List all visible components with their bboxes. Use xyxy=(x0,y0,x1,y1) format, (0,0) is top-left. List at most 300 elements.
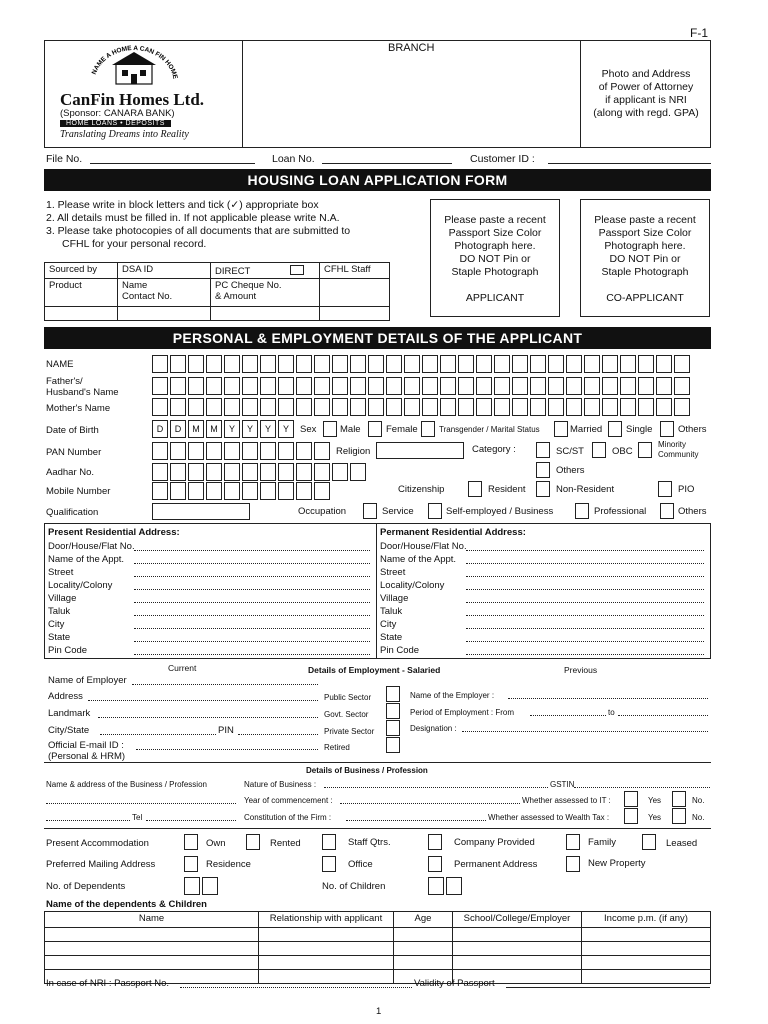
tagline-box: HOME LOANS • DEPOSITS xyxy=(60,120,171,127)
address-field-label: Name of the Appt. xyxy=(380,554,457,565)
char-cell[interactable] xyxy=(296,463,312,481)
char-cell[interactable] xyxy=(422,355,438,373)
char-cell[interactable] xyxy=(458,377,474,395)
mother-name-cells[interactable] xyxy=(152,398,690,416)
present-address-title: Present Residential Address: xyxy=(48,527,180,538)
residence-label: Residence xyxy=(206,859,251,870)
category-label: Category : xyxy=(472,444,516,455)
obc-label: OBC xyxy=(612,446,633,457)
char-cell[interactable] xyxy=(584,377,600,395)
char-cell[interactable] xyxy=(206,442,222,460)
official-email-field[interactable] xyxy=(136,749,318,750)
col-relationship: Relationship with applicant xyxy=(259,912,394,928)
char-cell[interactable] xyxy=(278,355,294,373)
address-field-input[interactable] xyxy=(134,550,370,551)
address-field-label: Street xyxy=(380,567,406,578)
char-cell[interactable] xyxy=(184,877,200,895)
employer-name-field[interactable] xyxy=(132,684,318,685)
female-checkbox[interactable] xyxy=(368,421,382,437)
char-cell[interactable] xyxy=(368,398,384,416)
char-cell[interactable] xyxy=(332,398,348,416)
validity-field[interactable] xyxy=(506,987,710,988)
char-cell[interactable] xyxy=(224,442,240,460)
char-cell[interactable] xyxy=(296,377,312,395)
char-cell[interactable] xyxy=(566,398,582,416)
slogan: Translating Dreams into Reality xyxy=(60,129,189,140)
constitution-label: Constitution of the Firm : xyxy=(244,813,332,822)
char-cell[interactable] xyxy=(314,398,330,416)
public-sector-checkbox[interactable] xyxy=(386,686,400,702)
char-cell[interactable] xyxy=(368,355,384,373)
address-field-label: Village xyxy=(48,593,77,604)
col-income: Income p.m. (if any) xyxy=(582,912,711,928)
char-cell[interactable] xyxy=(242,398,258,416)
char-cell[interactable] xyxy=(584,398,600,416)
retired-label: Retired xyxy=(324,743,350,752)
char-cell[interactable] xyxy=(242,482,258,500)
business-name-field-1[interactable] xyxy=(46,803,236,804)
char-cell[interactable] xyxy=(386,377,402,395)
char-cell[interactable] xyxy=(548,377,564,395)
city-state-field[interactable] xyxy=(100,734,216,735)
permanent-address-checkbox[interactable] xyxy=(428,856,442,872)
qualification-label: Qualification xyxy=(46,507,99,518)
file-no-field[interactable] xyxy=(90,163,255,164)
pan-cells[interactable] xyxy=(152,442,330,460)
children-cells[interactable] xyxy=(428,877,462,895)
char-cell[interactable] xyxy=(602,377,618,395)
aadhar-label: Aadhar No. xyxy=(46,467,95,478)
prev-employer-field[interactable] xyxy=(508,698,708,699)
married-checkbox[interactable] xyxy=(554,421,568,437)
char-cell[interactable] xyxy=(170,442,186,460)
male-label: Male xyxy=(340,424,361,435)
char-cell[interactable] xyxy=(152,463,168,481)
scst-label: SC/ST xyxy=(556,446,584,457)
file-no-label: File No. xyxy=(46,153,83,165)
char-cell[interactable] xyxy=(494,355,510,373)
resident-checkbox[interactable] xyxy=(468,481,482,497)
char-cell[interactable] xyxy=(242,463,258,481)
char-cell[interactable] xyxy=(278,442,294,460)
char-cell[interactable] xyxy=(422,377,438,395)
address-field-label: Village xyxy=(380,593,409,604)
father-label: Father's/ Husband's Name xyxy=(46,376,119,398)
others-marital-checkbox[interactable] xyxy=(660,421,674,437)
char-cell[interactable] xyxy=(224,398,240,416)
char-cell[interactable] xyxy=(530,377,546,395)
char-cell[interactable] xyxy=(242,355,258,373)
char-cell[interactable] xyxy=(188,442,204,460)
char-cell[interactable] xyxy=(620,355,636,373)
religion-field[interactable] xyxy=(376,442,464,459)
char-cell[interactable] xyxy=(476,398,492,416)
char-cell[interactable] xyxy=(440,377,456,395)
char-cell[interactable] xyxy=(206,482,222,500)
form-title: HOUSING LOAN APPLICATION FORM xyxy=(44,169,711,191)
char-cell[interactable] xyxy=(188,355,204,373)
char-cell[interactable] xyxy=(188,398,204,416)
professional-label: Professional xyxy=(594,506,647,517)
address-field-label: Taluk xyxy=(48,606,71,617)
office-checkbox[interactable] xyxy=(322,856,336,872)
char-cell[interactable] xyxy=(314,377,330,395)
char-cell[interactable] xyxy=(638,355,654,373)
staff-qtrs-checkbox[interactable] xyxy=(322,834,336,850)
sex-label: Sex xyxy=(300,424,317,435)
business-name-label: Name & address of the Business / Profession xyxy=(46,780,207,789)
private-sector-label: Private Sector xyxy=(324,727,375,736)
service-checkbox[interactable] xyxy=(363,503,377,519)
loan-no-field[interactable] xyxy=(322,163,452,164)
char-cell[interactable] xyxy=(206,463,222,481)
pin-field[interactable] xyxy=(238,734,318,735)
residence-checkbox[interactable] xyxy=(184,856,198,872)
dsa-id-label: DSA ID xyxy=(118,263,211,279)
single-checkbox[interactable] xyxy=(608,421,622,437)
char-cell[interactable] xyxy=(512,398,528,416)
scst-checkbox[interactable] xyxy=(536,442,550,458)
char-cell[interactable] xyxy=(494,398,510,416)
instructions: 1. Please write in block letters and tick (✓) appropriate box 2. All details must be filled in. If not applicable please write N.A. 3. Please take photocopies of all documents that are submitted to CFHL for your personal record. xyxy=(46,199,351,250)
name-cells[interactable] xyxy=(152,355,690,373)
char-cell[interactable] xyxy=(314,355,330,373)
char-cell[interactable] xyxy=(422,398,438,416)
retired-checkbox[interactable] xyxy=(386,737,400,753)
char-cell[interactable] xyxy=(224,482,240,500)
char-cell[interactable] xyxy=(332,463,348,481)
char-cell[interactable] xyxy=(476,355,492,373)
char-cell[interactable] xyxy=(314,463,330,481)
co-applicant-photo-box[interactable]: Please paste a recent Passport Size Color Photograph here. DO NOT Pin or Staple Photograph CO-APPLICANT xyxy=(580,199,710,317)
address-field-input[interactable] xyxy=(466,641,704,642)
char-cell[interactable] xyxy=(206,355,222,373)
char-cell[interactable] xyxy=(260,463,276,481)
employer-address-field[interactable] xyxy=(88,700,318,701)
wt-yes-label: Yes xyxy=(648,813,662,822)
char-cell[interactable] xyxy=(170,398,186,416)
char-cell[interactable] xyxy=(386,398,402,416)
char-cell[interactable] xyxy=(170,463,186,481)
male-checkbox[interactable] xyxy=(323,421,337,437)
assessed-it-label: Whether assessed to IT : xyxy=(522,796,611,805)
others-category-checkbox[interactable] xyxy=(536,462,550,478)
wt-no-checkbox[interactable] xyxy=(672,808,686,824)
char-cell[interactable] xyxy=(530,355,546,373)
address-field-input[interactable] xyxy=(134,602,370,603)
col-name: Name xyxy=(45,912,259,928)
it-yes-checkbox[interactable] xyxy=(624,791,638,807)
female-label: Female xyxy=(386,424,418,435)
char-cell[interactable] xyxy=(620,377,636,395)
customer-id-label: Customer ID : xyxy=(470,153,535,165)
address-field-input[interactable] xyxy=(466,589,704,590)
permanent-address-label: Permanent Address xyxy=(454,859,538,870)
present-accommodation-label: Present Accommodation xyxy=(46,838,149,849)
family-checkbox[interactable] xyxy=(566,834,580,850)
char-cell[interactable] xyxy=(202,877,218,895)
address-field-input[interactable] xyxy=(134,615,370,616)
transgender-checkbox[interactable] xyxy=(421,421,435,437)
char-cell[interactable] xyxy=(674,398,690,416)
pan-label: PAN Number xyxy=(46,447,102,458)
others-category-label: Others xyxy=(556,465,585,476)
year-field[interactable] xyxy=(340,803,520,804)
cfhl-staff-label: CFHL Staff xyxy=(320,263,390,279)
address-field-label: Street xyxy=(48,567,74,578)
rented-label: Rented xyxy=(270,838,301,849)
char-cell[interactable] xyxy=(296,442,312,460)
self-employed-label: Self-employed / Business xyxy=(446,506,554,517)
char-cell[interactable] xyxy=(404,355,420,373)
address-field-input[interactable] xyxy=(134,576,370,577)
char-cell[interactable] xyxy=(242,377,258,395)
govt-sector-checkbox[interactable] xyxy=(386,703,400,719)
married-label: Married xyxy=(570,424,603,435)
char-cell[interactable] xyxy=(404,398,420,416)
business-tel-field-b[interactable] xyxy=(146,820,236,821)
char-cell[interactable] xyxy=(332,355,348,373)
address-field-input[interactable] xyxy=(134,589,370,590)
char-cell[interactable] xyxy=(170,355,186,373)
others-occupation-checkbox[interactable] xyxy=(660,503,674,519)
mother-label: Mother's Name xyxy=(46,403,111,414)
char-cell[interactable] xyxy=(296,355,312,373)
char-cell[interactable] xyxy=(458,398,474,416)
leased-label: Leased xyxy=(666,838,698,849)
private-sector-checkbox[interactable] xyxy=(386,720,400,736)
char-cell[interactable] xyxy=(314,482,330,500)
period-from-field[interactable] xyxy=(530,715,606,716)
leased-checkbox[interactable] xyxy=(642,834,656,850)
char-cell[interactable] xyxy=(548,355,564,373)
landmark-field[interactable] xyxy=(98,717,318,718)
char-cell[interactable] xyxy=(350,463,366,481)
table-row[interactable] xyxy=(45,956,711,970)
char-cell[interactable] xyxy=(224,355,240,373)
it-no-checkbox[interactable] xyxy=(672,791,686,807)
nature-label: Nature of Business : xyxy=(244,780,317,789)
minority-checkbox[interactable] xyxy=(638,442,652,458)
char-cell[interactable] xyxy=(404,377,420,395)
pin-label: PIN xyxy=(218,725,234,736)
self-employed-checkbox[interactable] xyxy=(428,503,442,519)
char-cell[interactable] xyxy=(260,377,276,395)
char-cell[interactable] xyxy=(260,355,276,373)
svg-text:NAME A HOME A CAN FIN HOME: NAME A HOME A CAN FIN HOME xyxy=(90,44,179,80)
employer-name-label: Name of Employer xyxy=(48,675,127,686)
constitution-field[interactable] xyxy=(346,820,486,821)
product-label: Product xyxy=(45,279,118,307)
char-cell[interactable] xyxy=(170,482,186,500)
char-cell[interactable] xyxy=(188,463,204,481)
branch-label: BRANCH xyxy=(388,42,435,54)
designation-field[interactable] xyxy=(462,731,708,732)
char-cell[interactable] xyxy=(656,355,672,373)
period-to-field[interactable] xyxy=(618,715,708,716)
previous-label: Previous xyxy=(564,665,598,675)
business-tel-field-a[interactable] xyxy=(46,820,130,821)
table-row[interactable] xyxy=(45,942,711,956)
char-cell[interactable] xyxy=(260,398,276,416)
char-cell[interactable] xyxy=(512,377,528,395)
char-cell[interactable] xyxy=(170,377,186,395)
children-label: No. of Children xyxy=(322,881,386,892)
char-cell[interactable] xyxy=(638,398,654,416)
address-field-input[interactable] xyxy=(466,563,704,564)
rented-checkbox[interactable] xyxy=(246,834,260,850)
mobile-cells[interactable] xyxy=(152,482,330,500)
direct-checkbox[interactable] xyxy=(290,265,304,275)
customer-id-field[interactable] xyxy=(548,163,711,164)
address-field-input[interactable] xyxy=(134,654,370,655)
wt-yes-checkbox[interactable] xyxy=(624,808,638,824)
address-field-input[interactable] xyxy=(466,628,704,629)
tel-label: Tel xyxy=(132,813,143,822)
source-table xyxy=(44,262,390,321)
address-field-label: Name of the Appt. xyxy=(48,554,125,565)
address-field-input[interactable] xyxy=(466,654,704,655)
char-cell[interactable] xyxy=(188,377,204,395)
char-cell[interactable] xyxy=(440,398,456,416)
address-field-input[interactable] xyxy=(134,563,370,564)
poa-text: Photo and Address of Power of Attorney if applicant is NRI (along with regd. GPA) xyxy=(593,68,699,119)
char-cell[interactable] xyxy=(152,442,168,460)
char-cell[interactable] xyxy=(512,355,528,373)
others-marital-label: Others xyxy=(678,424,707,435)
address-field-input[interactable] xyxy=(466,550,704,551)
it-yes-label: Yes xyxy=(648,796,662,805)
char-cell[interactable] xyxy=(440,355,456,373)
char-cell[interactable] xyxy=(152,398,168,416)
page-number: 1 xyxy=(376,1006,382,1017)
char-cell[interactable] xyxy=(350,377,366,395)
char-cell[interactable] xyxy=(566,377,582,395)
char-cell[interactable] xyxy=(674,377,690,395)
company-logo xyxy=(86,44,182,88)
loan-no-label: Loan No. xyxy=(272,153,315,165)
non-resident-checkbox[interactable] xyxy=(536,481,550,497)
address-field-input[interactable] xyxy=(134,641,370,642)
char-cell[interactable] xyxy=(530,398,546,416)
char-cell[interactable] xyxy=(152,377,168,395)
char-cell[interactable] xyxy=(446,877,462,895)
char-cell[interactable] xyxy=(350,398,366,416)
char-cell[interactable] xyxy=(224,463,240,481)
gstin-field[interactable] xyxy=(574,787,710,788)
char-cell[interactable] xyxy=(296,398,312,416)
nri-passport-field[interactable] xyxy=(180,987,412,988)
city-state-label: City/State xyxy=(48,725,90,736)
cfhl-staff-field[interactable] xyxy=(320,279,390,307)
char-cell[interactable] xyxy=(152,355,168,373)
char-cell[interactable] xyxy=(602,398,618,416)
address-field-label: State xyxy=(48,632,71,643)
pio-checkbox[interactable] xyxy=(658,481,672,497)
professional-checkbox[interactable] xyxy=(575,503,589,519)
employer-address-label: Address xyxy=(48,691,83,702)
nature-field[interactable] xyxy=(324,787,548,788)
father-name-cells[interactable] xyxy=(152,377,690,395)
char-cell[interactable] xyxy=(224,377,240,395)
transgender-label: Transgender / Marital Status xyxy=(439,425,540,434)
qualification-field[interactable] xyxy=(152,503,250,520)
char-cell[interactable] xyxy=(368,377,384,395)
char-cell[interactable] xyxy=(428,877,444,895)
dob-cells[interactable]: D D M M Y Y Y Y xyxy=(152,420,294,438)
char-cell[interactable] xyxy=(296,482,312,500)
char-cell[interactable] xyxy=(314,442,330,460)
char-cell[interactable] xyxy=(188,482,204,500)
char-cell[interactable] xyxy=(206,377,222,395)
occupation-label: Occupation xyxy=(298,506,347,517)
new-property-checkbox[interactable] xyxy=(566,856,580,872)
own-checkbox[interactable] xyxy=(184,834,198,850)
citizenship-label: Citizenship xyxy=(398,484,445,495)
aadhar-cells[interactable] xyxy=(152,463,366,481)
char-cell[interactable] xyxy=(584,355,600,373)
service-label: Service xyxy=(382,506,414,517)
char-cell[interactable] xyxy=(566,355,582,373)
char-cell[interactable] xyxy=(260,442,276,460)
char-cell[interactable] xyxy=(656,398,672,416)
address-field-label: State xyxy=(380,632,403,643)
applicant-photo-box[interactable]: Please paste a recent Passport Size Color Photograph here. DO NOT Pin or Staple Photograph APPLICANT xyxy=(430,199,560,317)
single-label: Single xyxy=(626,424,653,435)
address-field-input[interactable] xyxy=(466,576,704,577)
address-field-label: Door/House/Flat No. xyxy=(48,541,135,552)
char-cell[interactable] xyxy=(350,355,366,373)
table-row[interactable] xyxy=(45,928,711,942)
obc-checkbox[interactable] xyxy=(592,442,606,458)
dependents-cells[interactable] xyxy=(184,877,218,895)
minority-label: Minority Community xyxy=(658,440,699,459)
non-resident-label: Non-Resident xyxy=(556,484,615,495)
char-cell[interactable] xyxy=(620,398,636,416)
period-label: Period of Employment : From xyxy=(410,708,515,717)
char-cell[interactable] xyxy=(278,463,294,481)
company-provided-checkbox[interactable] xyxy=(428,834,442,850)
char-cell[interactable] xyxy=(674,355,690,373)
char-cell[interactable] xyxy=(260,482,276,500)
address-field-label: Pin Code xyxy=(380,645,420,656)
address-field-input[interactable] xyxy=(466,615,704,616)
landmark-label: Landmark xyxy=(48,708,91,719)
char-cell[interactable] xyxy=(152,482,168,500)
char-cell[interactable] xyxy=(548,398,564,416)
char-cell[interactable] xyxy=(332,377,348,395)
address-field-input[interactable] xyxy=(134,628,370,629)
char-cell[interactable] xyxy=(494,377,510,395)
char-cell[interactable] xyxy=(476,377,492,395)
char-cell[interactable] xyxy=(386,355,402,373)
direct-cell: DIRECT xyxy=(211,263,320,279)
resident-label: Resident xyxy=(488,484,526,495)
mobile-label: Mobile Number xyxy=(46,486,111,497)
address-field-input[interactable] xyxy=(466,602,704,603)
char-cell[interactable] xyxy=(206,398,222,416)
char-cell[interactable] xyxy=(602,355,618,373)
char-cell[interactable] xyxy=(278,377,294,395)
char-cell[interactable] xyxy=(656,377,672,395)
char-cell[interactable] xyxy=(278,398,294,416)
char-cell[interactable] xyxy=(278,482,294,500)
char-cell[interactable] xyxy=(458,355,474,373)
office-label: Office xyxy=(348,859,373,870)
char-cell[interactable] xyxy=(242,442,258,460)
char-cell[interactable] xyxy=(638,377,654,395)
company-name: CanFin Homes Ltd. xyxy=(60,90,205,109)
